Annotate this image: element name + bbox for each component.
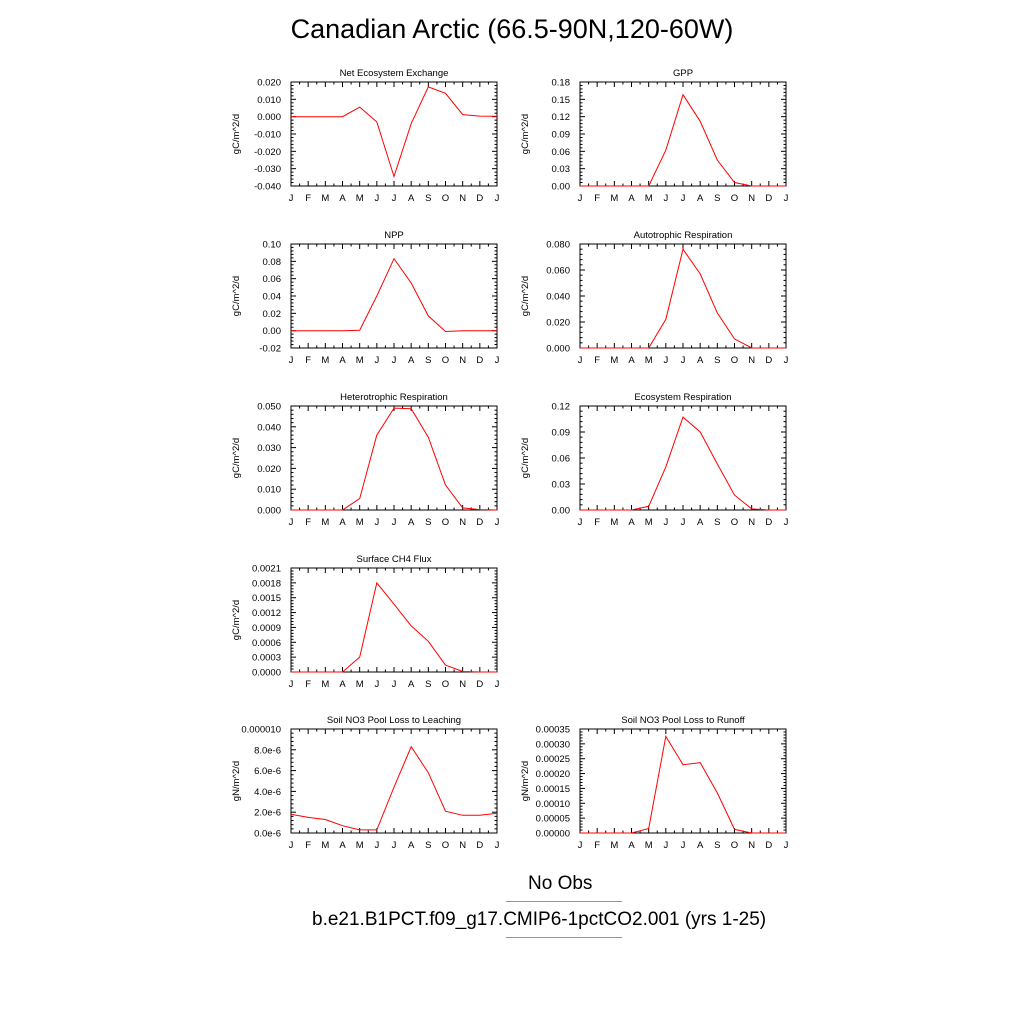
y-axis-label: gC/m^2/d: [231, 437, 242, 479]
x-tick-label: J: [577, 355, 583, 366]
x-tick-label: J: [374, 840, 380, 851]
x-tick-label: F: [305, 679, 312, 690]
x-tick-label: S: [425, 679, 432, 690]
x-tick-label: M: [644, 517, 653, 528]
x-tick-label: N: [459, 355, 467, 366]
x-tick-label: J: [288, 193, 294, 204]
y-tick-label: 0.03: [551, 164, 570, 176]
y-axis-label: gC/m^2/d: [520, 113, 531, 155]
x-tick-label: F: [594, 355, 601, 366]
y-tick-label: 0.040: [257, 422, 281, 434]
chart-title: Soil NO3 Pool Loss to Runoff: [621, 715, 745, 726]
x-tick-label: J: [374, 355, 380, 366]
y-tick-label: 0.020: [257, 463, 281, 475]
y-tick-label: 2.0e-6: [254, 807, 281, 819]
legend-label-obs: No Obs: [528, 873, 593, 894]
x-tick-label: J: [783, 355, 789, 366]
chart-title: Ecosystem Respiration: [634, 392, 732, 403]
x-tick-label: A: [407, 355, 415, 366]
x-tick-label: A: [339, 679, 346, 690]
chart-title: Soil NO3 Pool Loss to Leaching: [326, 715, 462, 726]
x-tick-label: J: [494, 193, 500, 204]
x-tick-label: S: [425, 840, 432, 851]
chart-title: Heterotrophic Respiration: [340, 392, 448, 403]
x-tick-label: M: [321, 193, 330, 204]
series-line: [291, 87, 497, 177]
y-tick-label: 0.0009: [251, 622, 281, 634]
y-tick-label: 6.0e-6: [254, 766, 281, 778]
y-tick-label: 0.18: [551, 77, 570, 89]
x-tick-label: O: [441, 840, 450, 851]
x-tick-label: A: [696, 840, 704, 851]
x-tick-label: J: [374, 679, 380, 690]
x-tick-label: J: [288, 840, 294, 851]
y-tick-label: -0.020: [254, 146, 281, 158]
x-tick-label: J: [494, 517, 500, 528]
x-tick-label: M: [644, 193, 653, 204]
y-tick-label: 0.06: [262, 274, 281, 286]
x-tick-label: M: [610, 517, 619, 528]
x-tick-label: D: [476, 193, 484, 204]
y-tick-label: 0.040: [546, 291, 570, 303]
y-tick-label: -0.010: [254, 129, 281, 141]
y-tick-label: 0.00030: [535, 739, 570, 751]
plot-frame: [291, 82, 497, 186]
x-tick-label: O: [730, 193, 739, 204]
chart-title: Net Ecosystem Exchange: [339, 68, 449, 79]
x-tick-label: J: [288, 517, 294, 528]
y-tick-label: 0.02: [262, 308, 281, 320]
x-tick-label: F: [594, 517, 601, 528]
y-tick-label: 0.030: [257, 443, 281, 455]
x-tick-label: M: [355, 679, 364, 690]
y-tick-label: 0.06: [551, 453, 570, 465]
x-tick-label: A: [407, 517, 415, 528]
plot-frame: [291, 729, 497, 833]
x-tick-label: M: [321, 517, 330, 528]
x-tick-label: S: [714, 193, 721, 204]
x-tick-label: J: [663, 355, 669, 366]
page-title: Canadian Arctic (66.5-90N,120-60W): [290, 14, 734, 44]
y-tick-label: 0.000: [257, 505, 281, 517]
x-tick-label: A: [696, 517, 704, 528]
chart-title: NPP: [384, 230, 404, 241]
x-tick-label: J: [663, 517, 669, 528]
x-tick-label: J: [494, 679, 500, 690]
x-tick-label: J: [288, 355, 294, 366]
x-tick-label: D: [765, 840, 773, 851]
y-tick-label: 0.080: [546, 239, 570, 251]
series-line: [291, 747, 497, 830]
x-tick-label: A: [407, 840, 415, 851]
x-tick-label: F: [594, 840, 601, 851]
x-tick-label: J: [494, 840, 500, 851]
chart-panel: [520, 230, 789, 366]
x-tick-label: J: [680, 193, 686, 204]
x-tick-label: O: [441, 355, 450, 366]
x-tick-label: J: [577, 517, 583, 528]
x-tick-label: J: [680, 517, 686, 528]
x-tick-label: F: [305, 517, 312, 528]
x-tick-label: N: [748, 840, 756, 851]
y-tick-label: 0.020: [257, 77, 281, 89]
y-tick-label: 0.0018: [251, 578, 281, 590]
x-tick-label: A: [339, 355, 346, 366]
y-tick-label: 0.15: [551, 94, 570, 106]
x-tick-label: A: [628, 355, 635, 366]
x-tick-label: A: [628, 193, 635, 204]
x-tick-label: A: [339, 193, 346, 204]
y-tick-label: -0.030: [254, 164, 281, 176]
y-tick-label: 0.0021: [251, 563, 281, 575]
chart-panel: [231, 715, 500, 851]
x-tick-label: J: [680, 840, 686, 851]
y-tick-label: 0.0003: [251, 652, 281, 664]
x-tick-label: J: [783, 840, 789, 851]
y-tick-label: 0.010: [257, 484, 281, 496]
x-tick-label: A: [628, 840, 635, 851]
x-tick-label: J: [663, 193, 669, 204]
x-tick-label: J: [577, 193, 583, 204]
y-tick-label: 0.00: [551, 181, 570, 193]
y-tick-label: 0.09: [551, 427, 570, 439]
x-tick-label: D: [765, 193, 773, 204]
y-tick-label: -0.040: [254, 181, 281, 193]
series-line: [580, 736, 786, 833]
x-tick-label: M: [355, 355, 364, 366]
x-tick-label: N: [459, 679, 467, 690]
y-tick-label: 0.00020: [535, 769, 570, 781]
y-tick-label: 0.00010: [535, 798, 570, 810]
x-tick-label: S: [425, 355, 432, 366]
y-tick-label: 0.060: [546, 265, 570, 277]
chart-panel: [231, 554, 500, 690]
x-tick-label: N: [748, 517, 756, 528]
x-tick-label: S: [714, 355, 721, 366]
legend-line-obs: [506, 901, 622, 902]
y-tick-label: 0.0006: [251, 637, 281, 649]
y-tick-label: 0.000010: [241, 724, 281, 736]
x-tick-label: J: [288, 679, 294, 690]
y-axis-label: gC/m^2/d: [231, 113, 242, 155]
x-tick-label: O: [441, 193, 450, 204]
x-tick-label: N: [748, 193, 756, 204]
y-tick-label: 0.00025: [535, 754, 570, 766]
chart-title: Autotrophic Respiration: [633, 230, 733, 241]
x-tick-label: M: [644, 840, 653, 851]
x-tick-label: O: [730, 517, 739, 528]
x-tick-label: M: [610, 193, 619, 204]
x-tick-label: F: [305, 355, 312, 366]
y-tick-label: 0.00000: [535, 828, 570, 840]
series-line: [580, 417, 786, 510]
series-line: [580, 249, 786, 348]
y-tick-label: 0.04: [262, 291, 281, 303]
x-tick-label: S: [714, 840, 721, 851]
y-tick-label: 0.0012: [251, 608, 281, 620]
x-tick-label: D: [765, 355, 773, 366]
legend-label-model: b.e21.B1PCT.f09_g17.CMIP6-1pctCO2.001 (yrs 1-25): [312, 909, 767, 930]
y-tick-label: 0.12: [551, 401, 570, 413]
y-axis-label: gC/m^2/d: [231, 599, 242, 641]
plot-frame: [580, 82, 786, 186]
x-tick-label: J: [374, 193, 380, 204]
x-tick-label: J: [783, 193, 789, 204]
x-tick-label: M: [610, 355, 619, 366]
x-tick-label: S: [425, 517, 432, 528]
x-tick-label: M: [355, 840, 364, 851]
x-tick-label: J: [391, 840, 397, 851]
x-tick-label: D: [765, 517, 773, 528]
y-tick-label: 0.00005: [535, 813, 570, 825]
plot-frame: [291, 568, 497, 672]
chart-panel: [231, 230, 500, 366]
x-tick-label: O: [730, 355, 739, 366]
x-tick-label: J: [391, 193, 397, 204]
y-axis-label: gC/m^2/d: [231, 275, 242, 317]
x-tick-label: S: [714, 517, 721, 528]
y-tick-label: 0.050: [257, 401, 281, 413]
series-line: [580, 95, 786, 186]
y-tick-label: 0.0e-6: [254, 828, 281, 840]
y-tick-label: 0.00: [262, 326, 281, 338]
x-tick-label: J: [374, 517, 380, 528]
y-tick-label: -0.02: [259, 343, 281, 355]
plot-frame: [580, 244, 786, 348]
y-tick-label: 4.0e-6: [254, 786, 281, 798]
x-tick-label: F: [594, 193, 601, 204]
y-tick-label: 0.0015: [251, 593, 281, 605]
x-tick-label: A: [407, 193, 415, 204]
chart-title: Surface CH4 Flux: [356, 554, 432, 565]
x-tick-label: S: [425, 193, 432, 204]
x-tick-label: O: [441, 679, 450, 690]
plot-frame: [291, 406, 497, 510]
y-tick-label: 0.06: [551, 146, 570, 158]
x-tick-label: J: [577, 840, 583, 851]
y-tick-label: 0.09: [551, 129, 570, 141]
y-tick-label: 0.00: [551, 505, 570, 517]
x-tick-label: M: [610, 840, 619, 851]
x-tick-label: A: [407, 679, 415, 690]
chart-panel: [520, 68, 789, 204]
y-axis-label: gC/m^2/d: [520, 437, 531, 479]
series-line: [291, 259, 497, 332]
x-tick-label: A: [696, 355, 704, 366]
y-axis-label: gN/m^2/d: [231, 760, 242, 802]
chart-panel: [231, 392, 500, 528]
y-tick-label: 0.00015: [535, 783, 570, 795]
x-tick-label: F: [305, 193, 312, 204]
y-tick-label: 0.03: [551, 479, 570, 491]
x-tick-label: A: [696, 193, 704, 204]
y-tick-label: 0.000: [257, 112, 281, 124]
plot-frame: [580, 729, 786, 833]
x-tick-label: A: [628, 517, 635, 528]
x-tick-label: J: [783, 517, 789, 528]
x-tick-label: J: [494, 355, 500, 366]
chart-panel: [520, 392, 789, 528]
y-tick-label: 0.000: [546, 343, 570, 355]
y-tick-label: 0.020: [546, 317, 570, 329]
x-tick-label: D: [476, 355, 484, 366]
y-axis-label: gC/m^2/d: [520, 275, 531, 317]
y-tick-label: 0.12: [551, 112, 570, 124]
x-tick-label: J: [680, 355, 686, 366]
x-tick-label: N: [748, 355, 756, 366]
legend-line-model: [506, 937, 622, 938]
x-tick-label: J: [391, 517, 397, 528]
series-line: [291, 583, 497, 672]
x-tick-label: F: [305, 840, 312, 851]
x-tick-label: A: [339, 840, 346, 851]
chart-panel: [520, 715, 789, 851]
series-line: [291, 408, 497, 510]
x-tick-label: M: [355, 517, 364, 528]
x-tick-label: J: [391, 355, 397, 366]
y-tick-label: 0.08: [262, 256, 281, 268]
x-tick-label: D: [476, 679, 484, 690]
y-axis-label: gN/m^2/d: [520, 760, 531, 802]
x-tick-label: O: [730, 840, 739, 851]
y-tick-label: 0.10: [262, 239, 281, 251]
x-tick-label: O: [441, 517, 450, 528]
plot-frame: [580, 406, 786, 510]
y-tick-label: 0.00035: [535, 724, 570, 736]
x-tick-label: M: [644, 355, 653, 366]
x-tick-label: N: [459, 193, 467, 204]
chart-title: GPP: [672, 68, 694, 79]
chart-panel: [231, 68, 500, 204]
x-tick-label: J: [391, 679, 397, 690]
x-tick-label: A: [339, 517, 346, 528]
x-tick-label: N: [459, 840, 467, 851]
x-tick-label: D: [476, 517, 484, 528]
x-tick-label: N: [459, 517, 467, 528]
x-tick-label: M: [321, 840, 330, 851]
x-tick-label: M: [321, 355, 330, 366]
x-tick-label: M: [321, 679, 330, 690]
y-tick-label: 8.0e-6: [254, 745, 281, 757]
x-tick-label: D: [476, 840, 484, 851]
x-tick-label: M: [355, 193, 364, 204]
y-tick-label: 0.0000: [251, 667, 281, 679]
x-tick-label: J: [663, 840, 669, 851]
y-tick-label: 0.010: [257, 94, 281, 106]
